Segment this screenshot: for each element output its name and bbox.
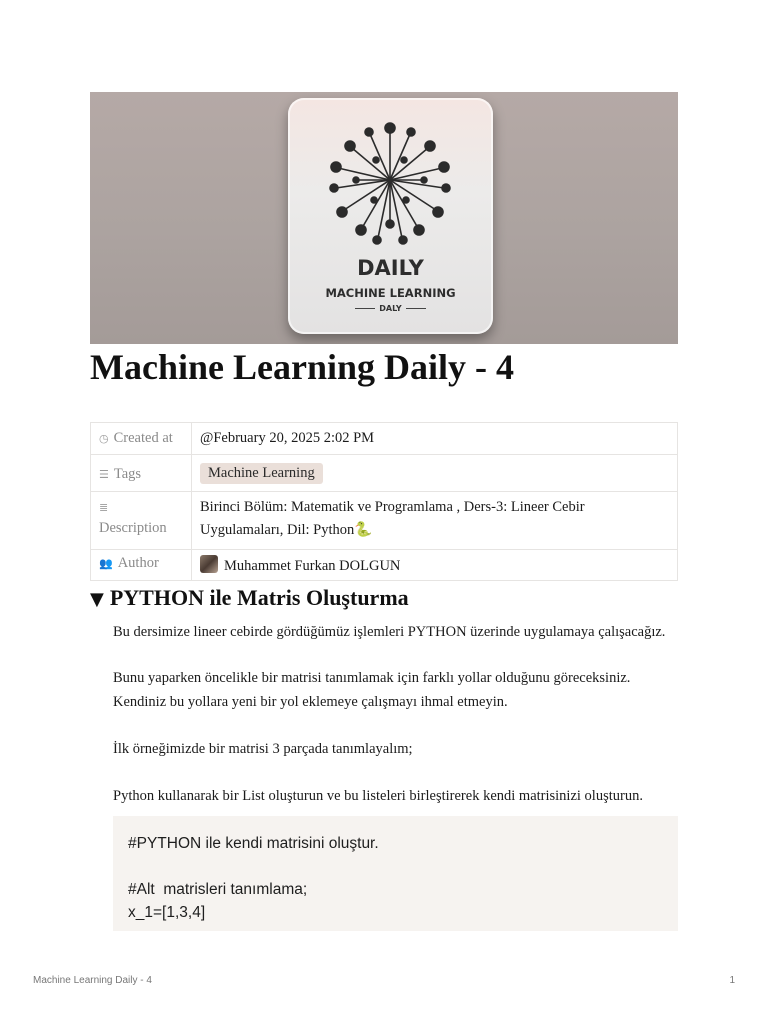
- footer-doc-title: Machine Learning Daily - 4: [33, 975, 152, 986]
- property-row-created-at: [91, 423, 678, 455]
- toggle-triangle-icon[interactable]: ▼: [90, 589, 104, 610]
- page-title: Machine Learning Daily - 4: [90, 347, 514, 387]
- toggle-heading[interactable]: [90, 585, 409, 611]
- paragraph: İlk örneğimizde bir matrisi 3 parçada tanımlayalım;: [113, 741, 413, 757]
- property-key-tags: ☰ Tags: [91, 455, 192, 492]
- properties-table: [90, 422, 678, 581]
- property-value-author[interactable]: [192, 550, 678, 581]
- tag-machine-learning[interactable]: Machine Learning: [200, 463, 323, 484]
- people-icon: 👥: [99, 557, 113, 570]
- cover-card-footer: [288, 304, 493, 313]
- property-value-created-at[interactable]: @February 20, 2025 2:02 PM: [192, 423, 678, 455]
- list-icon: ☰: [99, 468, 109, 481]
- code-line: x_1=[1,3,4]: [128, 904, 206, 921]
- section-heading-text: PYTHON ile Matris Oluşturma: [109, 585, 409, 610]
- code-line: [128, 855, 663, 878]
- property-row-tags: [91, 455, 678, 492]
- paragraph: Kendiniz bu yollara yeni bir yol eklemeye çalışmayı ihmal etmeyin.: [113, 694, 508, 710]
- author-name: Muhammet Furkan DOLGUN: [224, 558, 401, 574]
- clock-icon: ◷: [99, 432, 109, 445]
- footer-page-number: 1: [729, 975, 735, 986]
- cover-image: [90, 92, 678, 344]
- code-block[interactable]: [113, 816, 678, 931]
- property-value-tags: [192, 455, 678, 492]
- property-key-created-at: ◷ Created at: [91, 423, 192, 455]
- text-lines-icon: ≣: [99, 501, 109, 514]
- neural-burst-icon: [318, 116, 463, 256]
- paragraph: Bunu yaparken öncelikle bir matrisi tanımlamak için farklı yollar olduğunu göreceksiniz.: [113, 670, 631, 686]
- cover-card-title: DAILY: [357, 256, 424, 280]
- cover-card-subtitle: MACHINE LEARNING: [325, 286, 456, 300]
- paragraph: Bu dersimize lineer cebirde gördüğümüz işlemleri PYTHON üzerinde uygulamaya çalışacağız.: [113, 624, 666, 640]
- property-row-author: [91, 550, 678, 581]
- property-key-description: ≣ Description: [91, 492, 192, 550]
- paragraph: Python kullanarak bir List oluşturun ve bu listeleri birleştirerek kendi matrisinizi oluşturun.: [113, 788, 643, 804]
- avatar: [200, 555, 218, 573]
- property-value-description[interactable]: Birinci Bölüm: Matematik ve Programlama , Ders-3: Lineer Cebir Uygulamaları, Dil: Python🐍: [192, 492, 678, 550]
- cover-card-footer-text: DALY: [379, 304, 402, 313]
- property-row-description: [91, 492, 678, 550]
- code-line: #PYTHON ile kendi matrisini oluştur.: [128, 835, 379, 852]
- code-line: #Alt matrisleri tanımlama;: [128, 881, 308, 898]
- cover-logo-card: [288, 98, 493, 334]
- property-key-author: 👥 Author: [91, 550, 192, 581]
